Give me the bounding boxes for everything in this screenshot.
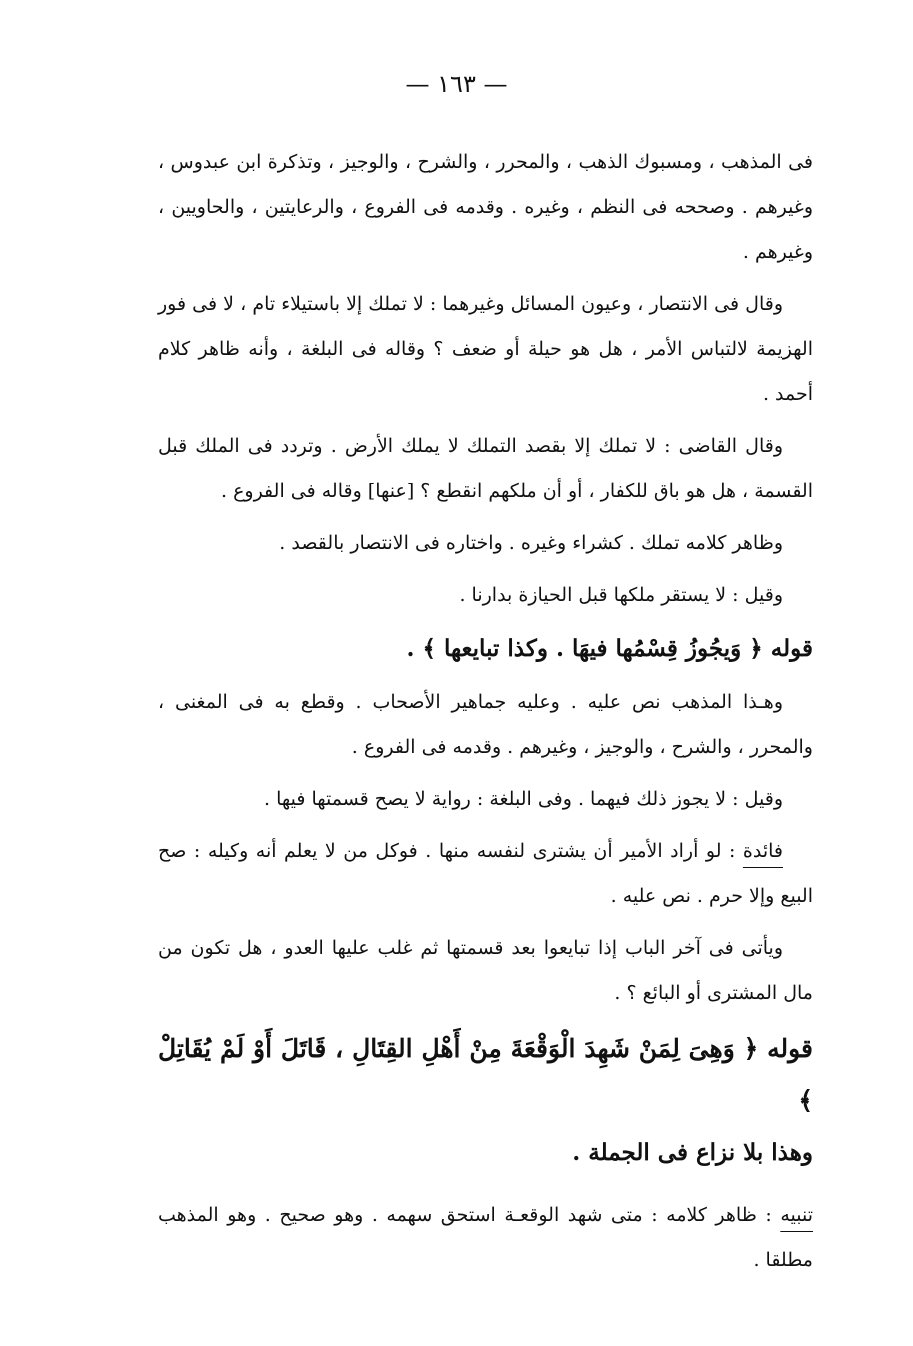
quoted-text-2 [158, 1023, 813, 1127]
note-label-faida: فائدة [742, 840, 783, 862]
quote-prefix: قوله [767, 1034, 813, 1063]
quote-body: ﴿ وَهِىَ لِمَنْ شَهِدَ الْوَقْعَةَ مِنْ أَهْلِ القِتَالِ ، قَاتَلَ أَوْ لَمْ يُقَاتِلْ ﴾ [158, 1034, 813, 1115]
paragraph-8 [158, 829, 813, 919]
paragraph-6: وهـذا المذهب نص عليه . وعليه جماهير الأصحاب . وقطع به فى المغنى ، والمحرر ، والشرح ، والوجيز ، وغيرهم . وقدمه فى الفروع . [158, 691, 813, 758]
page-body [158, 140, 813, 1290]
note-text-tanbih: : ظاهر كلامه : متى شهد الوقعـة استحق سهمه . وهو صحيح . وهو المذهب مطلقا . [158, 1204, 813, 1271]
paragraph-3: وقال القاضى : لا تملك إلا بقصد التملك لا يملك الأرض . وتردد فى الملك قبل القسمة ، هل هو باق للكفار ، أو أن ملكهم انقطع ؟ [عنها] وقاله فى الفروع . [158, 435, 813, 502]
paragraph-11 [158, 1193, 813, 1283]
paragraph-10: وهذا بلا نزاع فى الجملة . [572, 1139, 813, 1166]
paragraph-4: وظاهر كلامه تملك . كشراء وغيره . واختاره فى الانتصار بالقصد . [279, 532, 783, 554]
quote-body: ﴿ وَيجُوزُ قِسْمُها فيهَا . وكذا تبايعها ﴾ . [406, 635, 763, 662]
page-number: — ١٦٣ — [405, 70, 508, 98]
note-label-tanbih: تنبيه [780, 1204, 813, 1226]
paragraph-7: وقيل : لا يجوز ذلك فيهما . وفى البلغة : رواية لا يصح قسمتها فيها . [263, 788, 783, 810]
quoted-text-1 [158, 625, 813, 673]
quote-prefix: قوله [770, 635, 813, 662]
note-text-faida: : لو أراد الأمير أن يشترى لنفسه منها . فوكل من لا يعلم أنه وكيله : صح البيع وإلا حرم . نص عليه . [158, 840, 813, 907]
paragraph-1: فى المذهب ، ومسبوك الذهب ، والمحرر ، والشرح ، والوجيز ، وتذكرة ابن عبدوس ، وغيرهم . وصححه فى النظم ، وغيره . وقدمه فى الفروع ، والرعايتين ، والحاويين ، وغيرهم . [158, 151, 813, 263]
paragraph-2: وقال فى الانتصار ، وعيون المسائل وغيرهما : لا تملك إلا باستيلاء تام ، لا فى فور الهزيمة لالتباس الأمر ، هل هو حيلة أو ضعف ؟ وقاله فى البلغة ، وأنه ظاهر كلام أحمد . [158, 293, 813, 405]
paragraph-9: ويأتى فى آخر الباب إذا تبايعوا بعد قسمتها ثم غلب عليها العدو ، هل تكون من مال المشترى أو البائع ؟ . [158, 937, 813, 1004]
paragraph-5: وقيل : لا يستقر ملكها قبل الحيازة بدارنا . [459, 584, 783, 606]
